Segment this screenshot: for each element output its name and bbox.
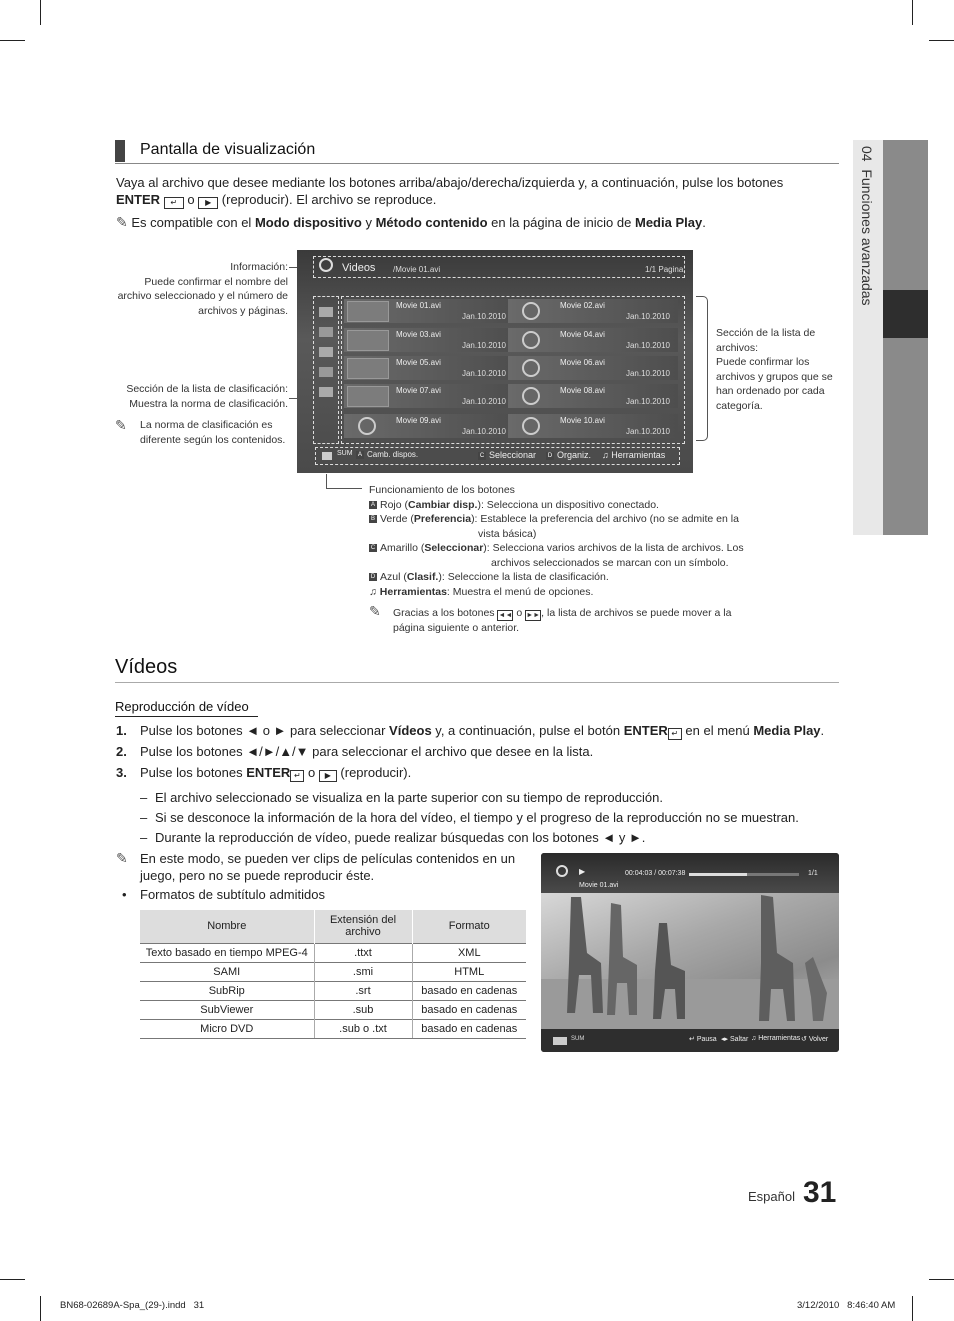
select-label: Seleccionar (489, 450, 537, 460)
movie-item[interactable] (508, 384, 678, 408)
date-icon[interactable] (319, 347, 333, 357)
progress-fill (689, 873, 747, 876)
dash-marker: – (140, 790, 148, 805)
movie-date: Jan.10.2010 (625, 312, 670, 321)
note-bold: Media Play (635, 215, 703, 230)
game-note (116, 850, 526, 884)
callout-info: Información: Puede confirmar el nombre del archivo seleccionado y el número de archivos y páginas. (117, 261, 288, 317)
movie-thumbnail (347, 358, 389, 379)
movie-name: Movie 07.avi (396, 386, 441, 395)
sum-label: SUM (337, 450, 353, 457)
crop-mark (929, 1279, 954, 1280)
pause-label: Pausa (696, 1036, 717, 1043)
crop-mark (929, 40, 954, 41)
button-c-desc (369, 541, 749, 556)
buttons-title: Funcionamiento de los botones (369, 484, 515, 496)
table-cell: SubViewer (140, 1000, 314, 1019)
table-cell: .sub o .txt (314, 1019, 412, 1038)
enter-icon: ↵ (290, 770, 304, 782)
callout-sort-list: Sección de la lista de clasificación: Muestra la norma de clasificación. (126, 383, 288, 410)
table-row (140, 981, 526, 1000)
table-cell: .smi (314, 962, 412, 981)
table-row (140, 1000, 526, 1019)
table-cell: Texto basado en tiempo MPEG-4 (140, 943, 314, 962)
bullet-marker: • (122, 887, 127, 902)
step-3 (116, 764, 846, 785)
table-cell: .ttxt (314, 943, 412, 962)
desc-text: ): Selecciona un dispositivo conectado. (477, 498, 659, 511)
giraffe-photo (541, 893, 839, 1029)
callout-sort-note (115, 418, 290, 447)
movie-date: Jan.10.2010 (625, 397, 670, 406)
sum-label: SUM (571, 1036, 585, 1042)
step-number: 3. (116, 765, 127, 780)
button-b-desc (369, 512, 749, 527)
device-icon (322, 452, 332, 460)
step-text: y, a continuación, pulse el botón (435, 723, 621, 738)
desc-text: ): Establece la preferencia del archivo (no se admite en la (471, 513, 739, 525)
note-bold: Método contenido (375, 215, 488, 230)
table-cell: SubRip (140, 981, 314, 1000)
movie-name: Movie 08.avi (560, 386, 605, 395)
step-text: o (307, 765, 316, 780)
page-count: 1/1 (808, 870, 818, 877)
tools-button[interactable] (602, 450, 665, 460)
language-label: Español (748, 1189, 795, 1204)
desc-text: Verde ( (380, 513, 414, 525)
desc-text: : Muestra el menú de opciones. (446, 585, 594, 598)
dash-text: El archivo seleccionado se visualiza en la parte superior con su tiempo de reproducción. (155, 790, 664, 805)
dash-text: Si se desconoce la información de la hora del vídeo, el tiempo y el progreso de la reproducción no se muestran. (155, 810, 799, 825)
movie-name: Movie 10.avi (560, 416, 605, 425)
movie-item[interactable] (344, 299, 514, 323)
page-count: 1/1 (645, 265, 657, 274)
pause-button[interactable]: ↵ Pausa (689, 1036, 717, 1043)
compat-note (116, 214, 836, 231)
sort-note-text: La norma de clasificación es diferente según los contenidos. (140, 419, 286, 446)
movie-item[interactable] (508, 328, 678, 352)
shirt-icon[interactable] (319, 387, 333, 397)
intro-or: o (187, 192, 195, 207)
video-reel-icon (358, 417, 376, 435)
category-label: Videos (342, 262, 376, 274)
play-state-icon: ▶ (579, 867, 586, 876)
page-label: Pagina (658, 265, 684, 274)
video-reel-icon (522, 359, 540, 377)
table-cell: basado en cadenas (412, 1000, 526, 1019)
back-label: Volver (808, 1036, 829, 1043)
crop-mark (0, 40, 25, 41)
sort-list (313, 296, 339, 444)
rewind-icon: ◄◄ (498, 612, 513, 619)
table-cell: XML (412, 943, 526, 962)
file-list (341, 296, 685, 444)
side-tab-block (883, 140, 928, 290)
note-pen-icon: ✎ (116, 850, 128, 866)
step-text: en el menú (685, 723, 750, 738)
section-title: Pantalla de visualización (140, 141, 316, 158)
callout-line (326, 474, 327, 488)
step-text: Pulse los botones ◄ o ► para seleccionar (140, 723, 386, 738)
movie-date: Jan.10.2010 (625, 427, 670, 436)
desc-text: o (516, 607, 523, 619)
table-header-row (140, 910, 526, 943)
desc-text: ): Seleccione la lista de clasificación. (438, 571, 609, 583)
movie-item[interactable] (508, 356, 678, 380)
print-file-name: BN68-02689A-Spa_(29-).indd 31 (60, 1300, 205, 1311)
tools-icon: ♫ (369, 585, 380, 598)
section-title: Vídeos (115, 656, 178, 678)
dash-text: Durante la reproducción de vídeo, puede realizar búsquedas con los botones ◄ y ►. (155, 830, 646, 845)
movie-date: Jan.10.2010 (461, 312, 506, 321)
button-a-desc (369, 498, 749, 513)
movie-date: Jan.10.2010 (461, 341, 506, 350)
desc-text: Rojo ( (380, 498, 409, 511)
organize-button[interactable] (546, 450, 591, 460)
playback-time: 00:04:03 / 00:07:38 (625, 870, 686, 877)
key-c: C (370, 545, 376, 552)
note-text: en la página de inicio de (491, 215, 632, 230)
steps-list (116, 722, 846, 849)
change-device-button[interactable] (356, 450, 418, 459)
video-reel-icon (522, 417, 540, 435)
video-reel-icon (522, 331, 540, 349)
movie-date: Jan.10.2010 (461, 369, 506, 378)
desc-bold: Cambiar disp. (408, 498, 478, 511)
note-text: En este modo, se pueden ver clips de películas contenidos en un juego, pero no se puede reproducir éste. (140, 851, 516, 883)
enter-label: ENTER (246, 765, 291, 780)
print-date: 3/12/2010 8:46:40 AM (797, 1300, 896, 1311)
enter-icon: ↵ (164, 197, 184, 209)
enter-label: ENTER (623, 723, 668, 738)
step-bold: Vídeos (389, 723, 432, 738)
section-rule (115, 682, 839, 683)
desc-bold: Herramientas (379, 585, 447, 598)
movie-thumbnail (347, 386, 389, 407)
side-tab-label: 04 Funciones avanzadas (859, 146, 875, 306)
desc-bold: Clasif. (406, 571, 439, 583)
bullet-text: Formatos de subtítulo admitidos (140, 887, 325, 902)
button-d-desc (369, 570, 749, 585)
movie-name: Movie 03.avi (396, 330, 441, 339)
folder-icon[interactable] (319, 307, 333, 317)
play-icon: ▶ (319, 770, 337, 782)
movie-item[interactable] (344, 356, 514, 380)
movie-name: Movie 01.avi (396, 301, 441, 310)
note-text: . (702, 215, 706, 230)
callout-line (326, 488, 362, 489)
subtitle-table (140, 910, 526, 1039)
desc-text: ): Selecciona varios archivos de la lista de archivos. Los (483, 542, 744, 554)
table-cell: basado en cadenas (412, 981, 526, 1000)
side-tab (853, 140, 883, 535)
video-frame (541, 893, 839, 1029)
key-c: C (479, 452, 485, 459)
back-button[interactable]: ↺ Volver (801, 1036, 829, 1043)
table-header: Nombre (140, 910, 314, 943)
dash-item (116, 829, 846, 849)
play-icon: ▶ (198, 197, 218, 209)
key-a: A (370, 501, 375, 508)
file-path: /Movie 01.avi (393, 265, 441, 274)
movie-item[interactable] (344, 414, 514, 438)
table-cell: basado en cadenas (412, 1019, 526, 1038)
desc-text: vista básica) (478, 527, 537, 540)
table-cell: Micro DVD (140, 1019, 314, 1038)
page-indicator (645, 265, 683, 274)
step-text: (reproducir). (340, 765, 412, 780)
side-tab-active (883, 290, 928, 338)
bullet-item (116, 886, 325, 903)
buttons-description (369, 483, 749, 636)
crop-mark (40, 0, 41, 25)
table-header: Extensión del archivo (314, 910, 412, 943)
select-button[interactable] (478, 450, 536, 460)
crop-mark (912, 1296, 913, 1321)
progress-track[interactable] (689, 873, 799, 876)
skip-note (369, 603, 749, 636)
table-row (140, 943, 526, 962)
table-cell: SAMI (140, 962, 314, 981)
jump-button[interactable]: ◂▸ Saltar (721, 1036, 749, 1043)
movie-date: Jan.10.2010 (461, 397, 506, 406)
enter-icon: ↵ (668, 728, 682, 740)
intro-paragraph (116, 174, 836, 209)
step-text: . (820, 723, 825, 738)
step-text: Pulse los botones (140, 765, 243, 780)
dash-marker: – (140, 830, 148, 845)
note-bold: Modo dispositivo (254, 215, 362, 230)
media-play-screen (297, 250, 693, 473)
section-marker (115, 140, 125, 162)
subsection-title: Reproducción de vídeo (115, 699, 258, 717)
button-bar (315, 447, 680, 465)
key-b: B (370, 516, 375, 523)
intro-rest: (reproducir). El archivo se reproduce. (221, 192, 437, 207)
jump-label: Saltar (729, 1036, 749, 1043)
note-pen-icon: ✎ (116, 214, 128, 230)
page-number: 31 (803, 1176, 837, 1209)
organize-label: Organiz. (557, 450, 592, 460)
tools-label: Herramientas (611, 450, 666, 460)
dash-item (116, 789, 846, 809)
key-a: A (357, 451, 362, 458)
movie-date: Jan.10.2010 (625, 369, 670, 378)
step-2 (116, 743, 846, 764)
step-number: 1. (116, 723, 127, 738)
table-row (140, 962, 526, 981)
movie-thumbnail (347, 330, 389, 351)
movie-name: Movie 09.avi (396, 416, 441, 425)
movie-thumbnail (347, 301, 389, 322)
table-header: Formato (412, 910, 526, 943)
playback-file-name: Movie 01.avi (579, 882, 619, 889)
crop-mark (912, 0, 913, 25)
desc-text: archivos seleccionados se marcan con un símbolo. (491, 556, 729, 569)
movie-name: Movie 05.avi (396, 358, 441, 367)
movie-name: Movie 06.avi (560, 358, 605, 367)
dash-marker: – (140, 810, 148, 825)
step-bold: Media Play (753, 723, 821, 738)
change-device-label: Camb. dispos. (367, 450, 419, 459)
step-text: Pulse los botones ◄/►/▲/▼ para seleccionar el archivo que desee en la lista. (140, 744, 594, 759)
movie-item[interactable] (344, 384, 514, 408)
video-reel-icon (522, 302, 540, 320)
tools-icon: ♫ (602, 450, 612, 460)
playback-controls (541, 1029, 839, 1052)
desc-text: Gracias a los botones (393, 607, 495, 619)
table-cell: HTML (412, 962, 526, 981)
device-icon (553, 1037, 567, 1045)
movie-item[interactable] (508, 299, 678, 323)
movie-name: Movie 02.avi (560, 301, 605, 310)
fast-forward-icon: ►► (526, 612, 541, 619)
movie-item[interactable] (344, 328, 514, 352)
tools-button[interactable]: ♫ Herramientas (751, 1035, 801, 1042)
step-1 (116, 722, 846, 743)
crop-mark (0, 1279, 25, 1280)
tools-desc (369, 585, 749, 600)
note-text: y (365, 215, 372, 230)
tools-label: Herramientas (758, 1035, 801, 1042)
desc-text: página siguiente o anterior. (393, 622, 520, 634)
desc-text: Amarillo ( (380, 542, 425, 554)
desc-bold: Seleccionar (424, 542, 484, 554)
video-reel-icon (319, 258, 333, 272)
table-cell: .sub (314, 1000, 412, 1019)
desc-text: , la lista de archivos se puede mover a la (541, 607, 732, 619)
note-text: Es compatible con el (131, 215, 252, 230)
callout-file-list: Sección de la lista de archivos: Puede confirmar los archivos y grupos que se han ordenado por cada categoría. (716, 327, 833, 412)
movie-item[interactable] (508, 414, 678, 438)
intro-text: Vaya al archivo que desee mediante los botones arriba/abajo/derecha/izquierda y, a continuación, pulse los botones (116, 175, 784, 190)
desc-text: Azul ( (380, 571, 407, 583)
side-tab-block (883, 338, 928, 535)
key-d: D (370, 574, 376, 581)
table-cell: .srt (314, 981, 412, 1000)
person-icon[interactable] (319, 327, 333, 337)
desc-bold: Preferencia (413, 513, 472, 525)
movie-date: Jan.10.2010 (625, 341, 670, 350)
video-reel-icon (556, 865, 568, 877)
dash-item (116, 809, 846, 829)
note-pen-icon: ✎ (115, 417, 127, 433)
sort-icon[interactable] (319, 367, 333, 377)
callout-bracket (696, 296, 708, 441)
table-row (140, 1019, 526, 1038)
playback-screen (541, 853, 839, 1052)
enter-label: ENTER (116, 192, 161, 207)
key-d: D (547, 452, 553, 459)
crop-mark (40, 1296, 41, 1321)
video-reel-icon (522, 387, 540, 405)
movie-date: Jan.10.2010 (461, 427, 506, 436)
section-rule (115, 163, 839, 164)
movie-name: Movie 04.avi (560, 330, 605, 339)
step-number: 2. (116, 744, 127, 759)
note-pen-icon: ✎ (369, 603, 381, 619)
